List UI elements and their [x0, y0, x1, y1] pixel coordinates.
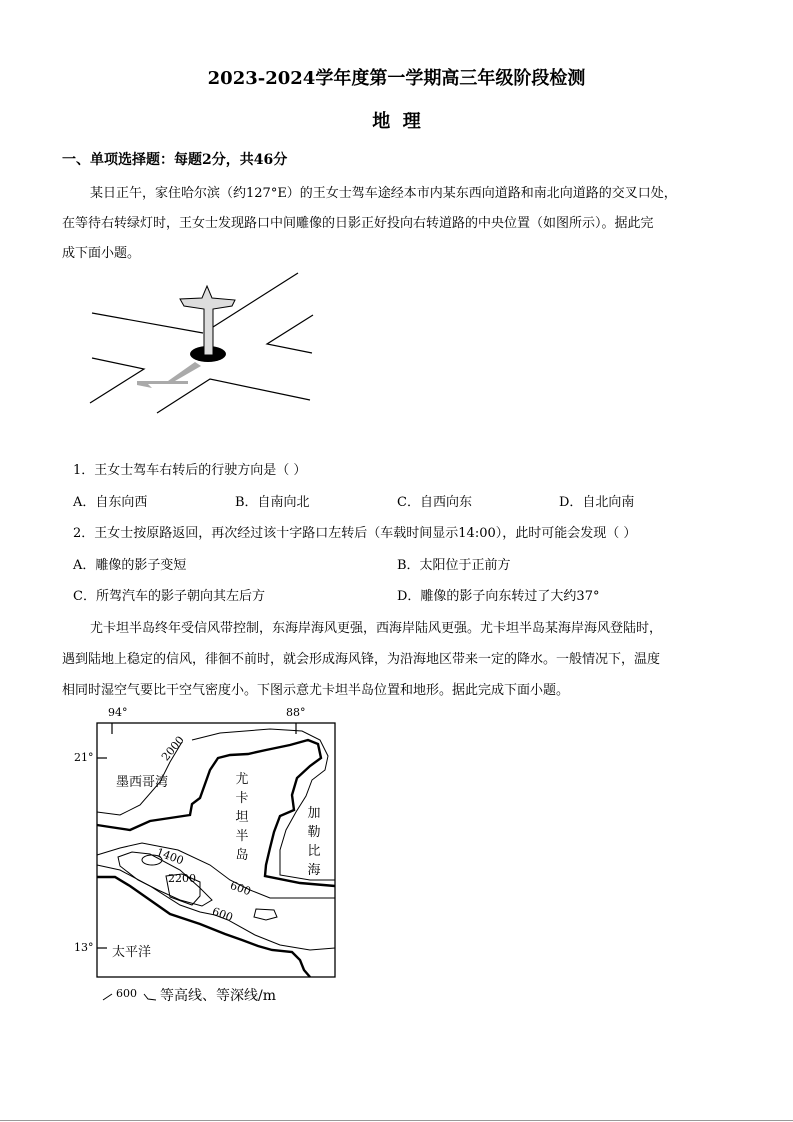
passage2-line: 遇到陆地上稳定的信风，徘徊不前时，就会形成海风锋，为沿海地区带来一定的降水。一般情况下，温度: [62, 652, 661, 667]
passage1-line: 成下面小题。: [62, 246, 141, 261]
q1-option-d: D．自北向南: [559, 495, 635, 510]
q1-option-c: C．自西向东: [397, 495, 472, 510]
legend-line-left: [103, 994, 112, 1000]
graticule-ticks: [97, 723, 296, 948]
contour-label-2200: 2200: [168, 872, 196, 885]
page-bottom-rule: [0, 1120, 793, 1121]
statue-shadow: [137, 362, 201, 388]
q2-option-c: C．所驾汽车的影子朝向其左后方: [73, 589, 265, 604]
lat-label-21: 21°: [74, 751, 94, 764]
section-heading: 一、单项选择题：每题2分，共46分: [62, 152, 288, 168]
passage2-line: 相同时湿空气要比干空气密度小。下图示意尤卡坦半岛位置和地形。据此完成下面小题。: [62, 683, 570, 698]
statue-icon: [180, 286, 235, 355]
legend-line-right: [144, 994, 156, 1000]
q2-option-a: A．雕像的影子变短: [73, 558, 187, 573]
caribbean-sea-label: 加勒比海: [307, 806, 321, 878]
subject-title: 地 理: [372, 111, 421, 132]
passage1-line: 在等待右转绿灯时，王女士发现路口中间雕像的日影正好投向右转道路的中央位置（如图所示）。据此完: [62, 216, 654, 231]
legend-value: 600: [116, 987, 137, 1000]
legend-text: 等高线、等深线/m: [160, 988, 276, 1004]
road-edges: [90, 273, 313, 413]
passage1-line: 某日正午，家住哈尔滨（约127°E）的王女士驾车途经本市内某东西向道路和南北向道路的交叉口处，: [90, 186, 677, 201]
question-1-stem: 1．王女士驾车右转后的行驶方向是（ ）: [73, 463, 307, 478]
coastline: [97, 740, 335, 886]
exam-title: 2023-2024学年度第一学期高三年级阶段检测: [207, 68, 586, 89]
contour-label-2000: 2000: [159, 733, 187, 764]
q2-option-b: B．太阳位于正前方: [397, 558, 511, 573]
pacific-ocean-label: 太平洋: [112, 945, 152, 960]
contour-600-upper: [97, 843, 335, 898]
q2-option-d: D．雕像的影子向东转过了大约37°: [397, 589, 600, 604]
q1-option-b: B．自南向北: [235, 495, 310, 510]
passage2-line: 尤卡坦半岛终年受信风带控制，东海岸海风更强，西海岸陆风更强。尤卡坦半岛某海岸海风登陆时，: [90, 621, 663, 636]
gulf-of-mexico-label: 墨西哥湾: [116, 775, 169, 790]
question-2-stem: 2．王女士按原路返回，再次经过该十字路口左转后（车载时间显示14:00），此时可能会发现（ ）: [73, 526, 637, 541]
lon-label-94: 94°: [108, 706, 128, 719]
q1-option-a: A．自东向西: [73, 495, 148, 510]
contour-label-600: 600: [228, 878, 253, 899]
contour-label-1400: 1400: [154, 845, 186, 868]
yucatan-map: [70, 700, 350, 1010]
lon-label-88: 88°: [286, 706, 306, 719]
island-contour: [254, 909, 277, 920]
contour-label-600-lower: 600: [210, 904, 235, 925]
lat-label-13: 13°: [74, 941, 94, 954]
contour-2000: [97, 729, 335, 880]
yucatan-peninsula-label: 尤卡坦半岛: [235, 772, 249, 863]
